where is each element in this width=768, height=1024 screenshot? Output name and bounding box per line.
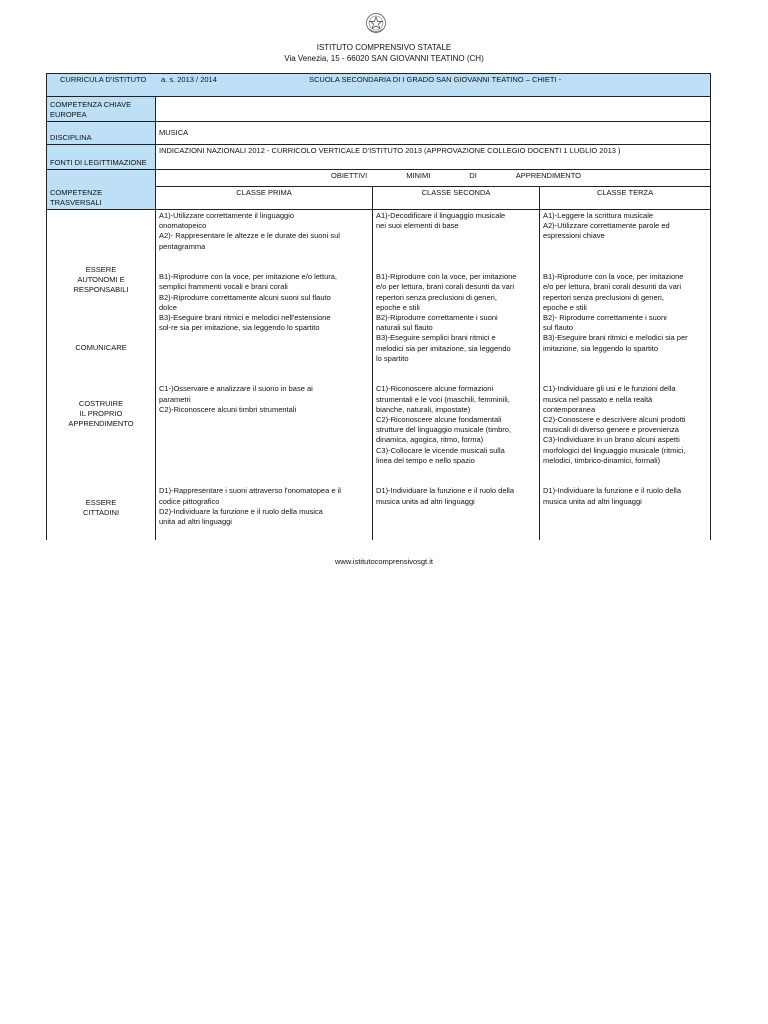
school-name: SCUOLA SECONDARIA DI I GRADO SAN GIOVANNI TEATINO – CHIETI - [309,75,562,84]
competenze-trasversali-label: COMPETENZE TRASVERSALI [47,170,156,210]
obiettivi-classe-seconda: A1)-Decodificare il linguaggio musicale nei suoi elementi di base B1)-Riprodurre con la voce, per imitazione e/o per lettura, brani corali desunti da vari repertori senza preclusioni di generi, epoche e stili B2)-Riprodurre correttamente i suoni naturali sul flauto B3)-Eseguire semplici brani ritmici e melodici sia per imitazione, sia leggendo lo spartito C1)-Riconoscere alcune formazioni strumentali e le voci (maschili, femminili, bianche, naturali, impostate) C2)-Riconoscere alcune fondamentali strutture del linguaggio musicale (timbro, dinamica, agogica, ritmo, forma) C3)-Collocare le vicende musicali sulla linea del tempo e nello spazio D1)-Individuare la funzione e il ruolo della musica unita ad altri linguaggi [373,210,540,541]
school-year: a. s. 2013 / 2014 [161,75,217,84]
classe-terza-header: CLASSE TERZA [540,187,711,210]
classe-prima-header: CLASSE PRIMA [156,187,373,210]
competenze-trasversali-list [47,210,156,541]
disciplina-value: MUSICA [156,122,711,145]
obiettivi-heading [159,171,707,181]
competenza-label: COMPETENZA CHIAVE EUROPEA [47,97,156,122]
fonti-label: FONTI DI LEGITTIMAZIONE [47,145,156,170]
trasversale-cittadini: ESSERE CITTADINI [82,498,120,518]
trasversale-comunicare: COMUNICARE [75,343,127,352]
obiettivi-classe-terza: A1)-Leggere la scrittura musicale A2)-Utilizzare correttamente parole ed espressioni chiave B1)-Riprodurre con la voce, per imitazione e/o per lettura, brani corali desunti da vari repertori senza preclusioni di generi, epoche e stili B2)- Riprodurre correttamente i suoni sul flauto B3)-Eseguire brani ritmici e melodici sia per imitazione, sia leggendo lo spartito C1)-Individuare gli usi e le funzioni della musica nel passato e nella realtà contemporanea C2)-Conoscere e descrivere alcuni prodotti musicali di diverso genere e provenienza C3)-Individuare in un brano alcuni aspetti morfologici del linguaggio musicale (ritmici, melodici, timbrico-dinamici, formali) D1)-Individuare la funzione e il ruolo della musica unita ad altri linguaggi [540,210,711,541]
footer-website: www.istitutocomprensivosgt.it [335,557,433,566]
apprendimento-word: APPRENDIMENTO [515,171,581,180]
di-word: DI [469,171,477,180]
curricula-label: CURRICULA D'ISTITUTO [60,75,147,84]
institute-address: Via Venezia, 15 - 66020 SAN GIOVANNI TEATINO (CH) [284,54,484,63]
institute-name: ISTITUTO COMPRENSIVO STATALE [316,43,452,52]
competenza-value [156,97,711,122]
disciplina-label: DISCIPLINA [47,122,156,145]
obiettivi-word: OBIETTIVI [331,171,368,180]
republic-emblem-icon [365,12,387,34]
table-title-row [47,74,711,97]
trasversale-costruire: COSTRUIRE IL PROPRIO APPRENDIMENTO [68,399,134,429]
curriculum-table [46,73,711,540]
classe-seconda-header: CLASSE SECONDA [373,187,540,210]
trasversale-autonomi: ESSERE AUTONOMI E RESPONSABILI [73,265,129,295]
minimi-word: MINIMI [406,171,431,180]
fonti-value: INDICAZIONI NAZIONALI 2012 - CURRICOLO VERTICALE D'ISTITUTO 2013 (APPROVAZIONE COLLEGIO DOCENTI 1 LUGLIO 2013 ) [156,145,711,170]
obiettivi-classe-prima: A1)-Utilizzare correttamente il linguaggio onomatopeico A2)- Rappresentare le altezze e le durate dei suoni sul pentagramma B1)-Riprodurre con la voce, per imitazione e/o lettura, semplici frammenti vocali e brani corali B2)-Riprodurre correttamente alcuni suoni sul flauto dolce B3)-Eseguire brani ritmici e melodici nell'estensione sol-re sia per imitazione, sia leggendo lo spartito C1-)Osservare e analizzare il suono in base ai parametri C2)-Riconoscere alcuni timbri strumentali D1)-Rappresentare i suoni attraverso l'onomatopea e il codice pittografico D2)-Individuare la funzione e il ruolo della musica unita ad altri linguaggi [156,210,373,541]
